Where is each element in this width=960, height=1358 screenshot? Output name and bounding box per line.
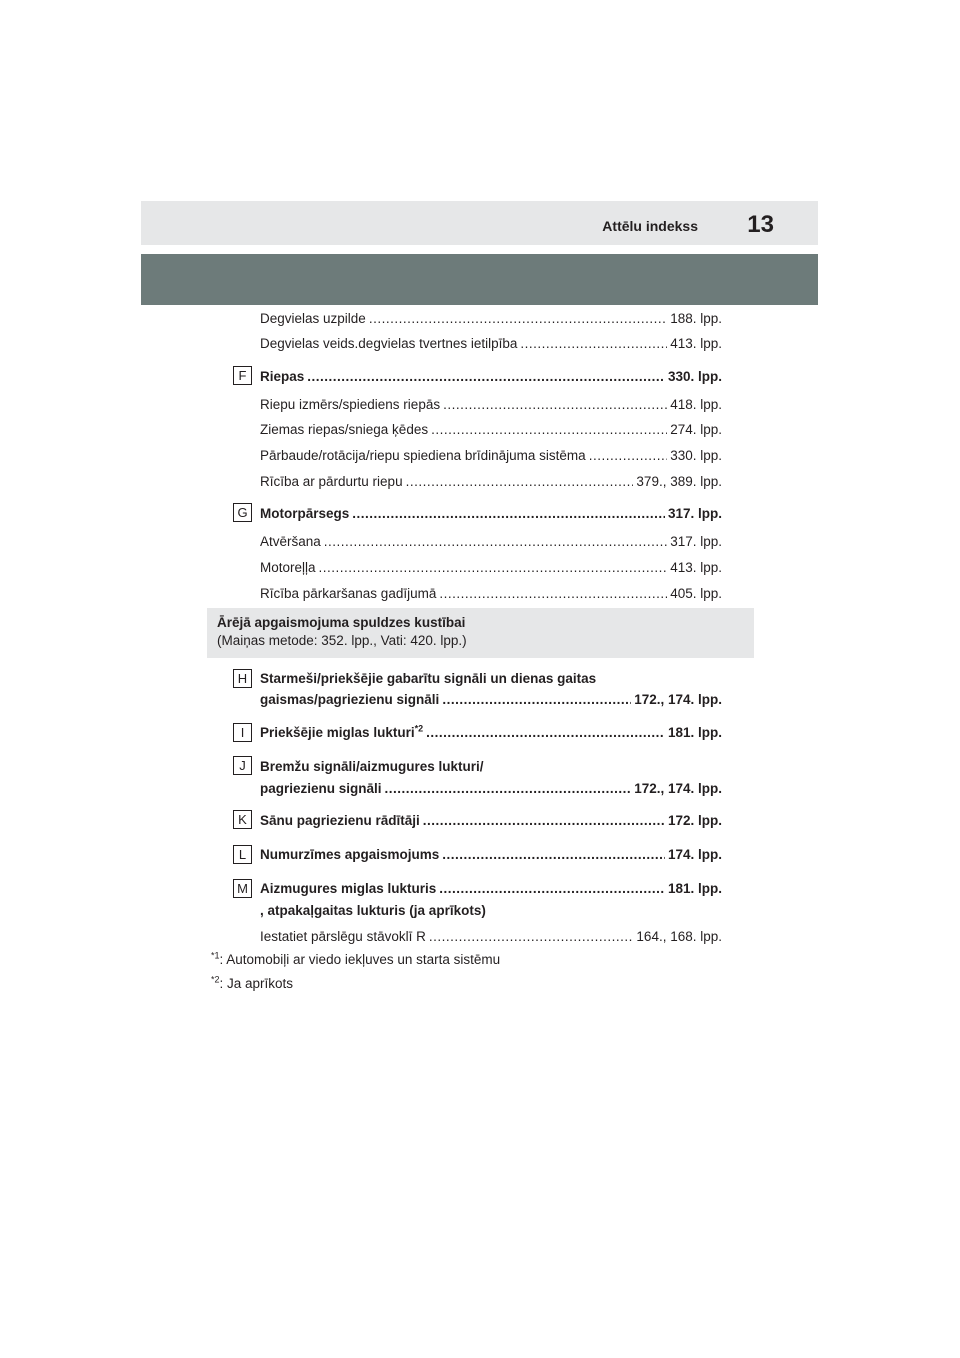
index-entry-main[interactable]: Sānu pagriezienu rādītāji ..... 172. lpp. — [260, 813, 722, 828]
footnote: $^{*1}$: Automobiļi ar viedo iekļuves un starta sistēmu — [211, 950, 501, 967]
index-entry[interactable]: Pārbaude/rotācija/riepu spiediena brīdinājuma sistēma ..... 330. lpp. — [260, 448, 722, 463]
index-entry[interactable]: Motoreļļa ..... 413. lpp. — [260, 560, 722, 575]
section-letter-m: M — [233, 879, 252, 898]
index-entry-line: Starmeši/priekšējie gabarītu signāli un dienas gaitas — [260, 671, 597, 686]
section-letter-h: H — [233, 669, 252, 688]
section-letter-i: I — [233, 723, 252, 742]
header-bar — [141, 201, 818, 245]
index-entry[interactable]: Degvielas veids.degvielas tvertnes ietilpība ..... 413. lpp. — [260, 336, 722, 351]
page-number: 13 — [747, 211, 774, 238]
section-banner — [141, 254, 818, 305]
index-entry-main[interactable]: Numurzīmes apgaismojums ..... 174. lpp. — [260, 847, 722, 862]
index-entry-main[interactable]: pagriezienu signāli ..... 172., 174. lpp. — [260, 781, 722, 796]
section-letter-f: F — [233, 366, 252, 385]
index-entry[interactable]: Riepu izmērs/spiediens riepās ..... 418. lpp. — [260, 397, 722, 412]
index-entry-line: Bremžu signāli/aizmugures lukturi/ — [260, 759, 484, 774]
index-entry[interactable]: Ziemas riepas/sniega ķēdes ..... 274. lpp. — [260, 422, 722, 437]
section-letter-l: L — [233, 845, 252, 864]
index-entry-line: , atpakaļgaitas lukturis (ja aprīkots) — [260, 903, 486, 918]
lights-box-title: Ārējā apgaismojuma spuldzes kustībai — [217, 615, 466, 630]
index-entry[interactable]: Rīcība pārkaršanas gadījumā ..... 405. lpp. — [260, 586, 722, 601]
page-title: Attēlu indekss — [602, 218, 698, 234]
index-entry-main[interactable]: Riepas ..... 330. lpp. — [260, 369, 722, 384]
index-entry-main[interactable]: Motorpārsegs ..... 317. lpp. — [260, 506, 722, 521]
section-letter-k: K — [233, 810, 252, 829]
index-entry[interactable]: Iestatiet pārslēgu stāvoklī R ..... 164., 168. lpp. — [260, 929, 722, 944]
footnote: $^{*2}$: Ja aprīkots — [211, 974, 294, 991]
section-letter-g: G — [233, 503, 252, 522]
index-entry[interactable]: Rīcība ar pārdurtu riepu ..... 379., 389. lpp. — [260, 474, 722, 489]
lights-box-subtitle: (Maiņas metode: 352. lpp., Vati: 420. lpp.) — [217, 633, 467, 648]
index-entry-main[interactable]: gaismas/pagriezienu signāli ..... 172., 174. lpp. — [260, 692, 722, 707]
section-letter-j: J — [233, 756, 252, 775]
index-entry-main[interactable]: Aizmugures miglas lukturis ..... 181. lpp. — [260, 881, 722, 896]
index-entry[interactable]: Degvielas uzpilde ..... 188. lpp. — [260, 311, 722, 326]
index-entry[interactable]: Atvēršana ..... 317. lpp. — [260, 534, 722, 549]
index-entry-main[interactable]: Priekšējie miglas lukturi$^{*2}$ ..... 181. lpp. — [260, 725, 722, 740]
